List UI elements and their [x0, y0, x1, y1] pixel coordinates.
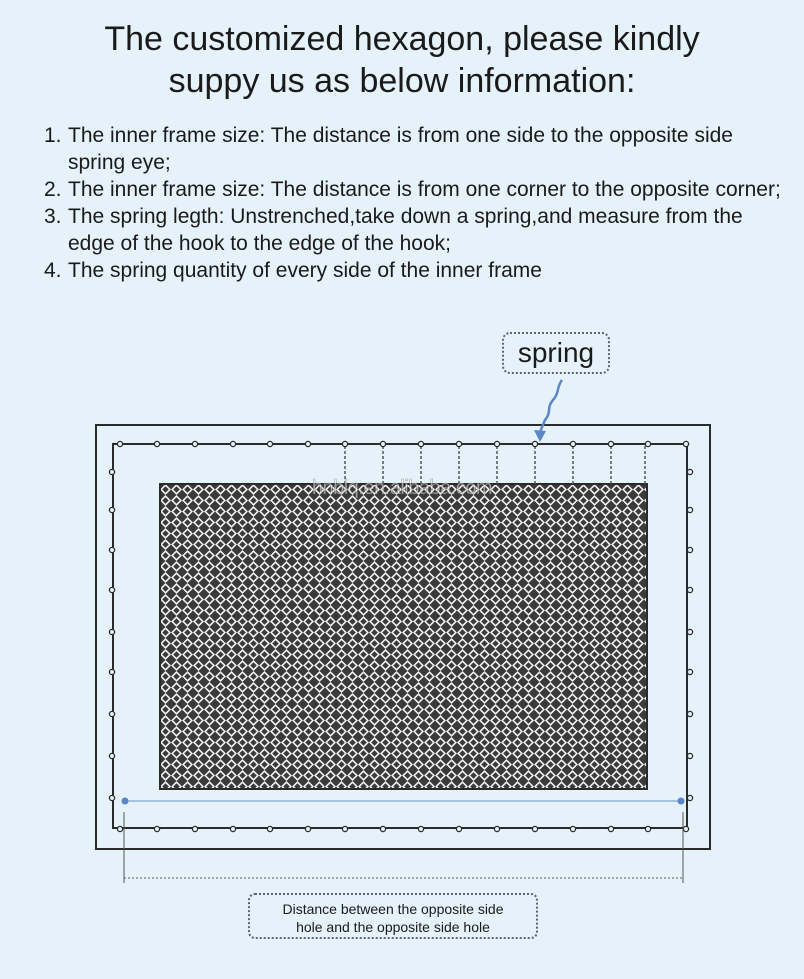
- spring-hole: [380, 441, 385, 446]
- spring-hole: [494, 826, 499, 831]
- spring-hole: [230, 826, 235, 831]
- measurement-endpoint: [678, 798, 685, 805]
- spring-hole: [109, 547, 114, 552]
- spring-hole: [683, 441, 688, 446]
- caption-line-1: Distance between the opposite side: [282, 901, 504, 917]
- spring-hole: [117, 826, 122, 831]
- spring-hole: [687, 469, 692, 474]
- spring-hole: [109, 669, 114, 674]
- spring-hole: [109, 629, 114, 634]
- spring-hole: [687, 587, 692, 592]
- spring-hole: [418, 826, 423, 831]
- spring-label: spring: [502, 332, 610, 374]
- spring-hole: [380, 826, 385, 831]
- spring-hole: [494, 441, 499, 446]
- spring-hole: [109, 587, 114, 592]
- spring-hole: [687, 629, 692, 634]
- info-item-text: The inner frame size: The distance is from one side to the opposite side spring eye;: [68, 124, 733, 174]
- spring-hole: [267, 441, 272, 446]
- spring-hole: [687, 711, 692, 716]
- spring-hole: [645, 826, 650, 831]
- spring-hole: [192, 826, 197, 831]
- spring-hole: [570, 441, 575, 446]
- spring-hole: [456, 441, 461, 446]
- spring-hole: [109, 711, 114, 716]
- info-item-number: 4.: [44, 259, 62, 282]
- spring-hole: [267, 826, 272, 831]
- spring-hole: [608, 441, 613, 446]
- spring-hole: [683, 826, 688, 831]
- info-item-text: The spring legth: Unstrenched,take down a spring,and measure from the edge of the hook to the edge of the hook;: [68, 205, 743, 255]
- spring-hole: [192, 441, 197, 446]
- spring-holes-right: [687, 469, 692, 800]
- info-item-number: 3.: [44, 205, 62, 228]
- measurement-endpoint: [122, 798, 129, 805]
- title-line-2: suppy us as below information:: [168, 62, 636, 100]
- spring-hole: [342, 441, 347, 446]
- spring-hole: [109, 753, 114, 758]
- caption-line-2: hole and the opposite side hole: [296, 919, 490, 935]
- spring-hole: [418, 441, 423, 446]
- spring-hole: [342, 826, 347, 831]
- spring-hole: [687, 669, 692, 674]
- info-item-number: 1.: [44, 124, 62, 147]
- spring-hole: [109, 507, 114, 512]
- spring-hole: [305, 826, 310, 831]
- spring-hole: [109, 469, 114, 474]
- dimension-caption: [248, 893, 538, 939]
- hexagon-net-mat: [160, 484, 647, 789]
- spring-hole: [230, 441, 235, 446]
- spring-hole: [117, 441, 122, 446]
- spring-hole: [687, 547, 692, 552]
- arrow-head-icon: [534, 430, 546, 442]
- info-item-text: The inner frame size: The distance is from one corner to the opposite corner;: [68, 178, 781, 201]
- spring-hole: [456, 826, 461, 831]
- watermark: hnblq.en.alibaba.com: [311, 477, 493, 499]
- spring-hole: [109, 795, 114, 800]
- spring-hole: [645, 441, 650, 446]
- info-item-number: 2.: [44, 178, 62, 201]
- spring-hole: [305, 441, 310, 446]
- spring-hole: [532, 441, 537, 446]
- spring-hole: [687, 507, 692, 512]
- spring-hole: [154, 441, 159, 446]
- spring-hole: [570, 826, 575, 831]
- spring-hole: [608, 826, 613, 831]
- spring-hole: [532, 826, 537, 831]
- spring-hole: [687, 753, 692, 758]
- info-item-text: The spring quantity of every side of the inner frame: [68, 259, 542, 282]
- title-line-1: The customized hexagon, please kindly: [104, 20, 700, 58]
- dimension-lines: [124, 812, 683, 883]
- spring-hole: [687, 795, 692, 800]
- spring-hole: [154, 826, 159, 831]
